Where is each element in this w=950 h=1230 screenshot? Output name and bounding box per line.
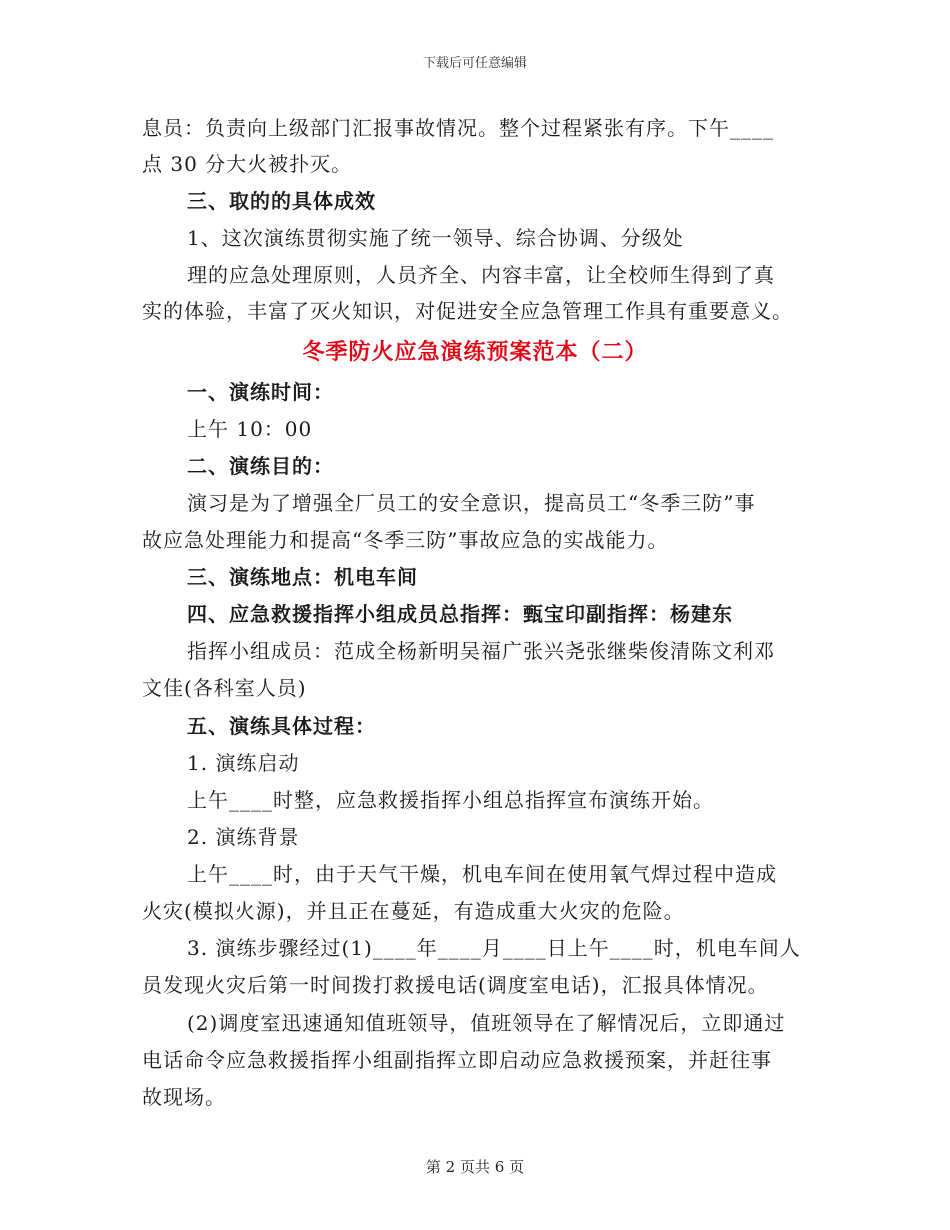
paragraph-line: 息员：负责向上级部门汇报事故情况。整个过程紧张有序。下午____	[142, 116, 774, 140]
paragraph-line: 上午 10：00	[187, 417, 313, 441]
paragraph-line: 上午____时，由于天气干燥，机电车间在使用氧气焊过程中造成	[187, 862, 777, 886]
paragraph-line: 上午____时整，应急救援指挥小组总指挥宣布演练开始。	[187, 788, 714, 812]
section-heading: 四、应急救援指挥小组成员总指挥：甄宝印副指挥：杨建东	[187, 602, 733, 626]
paragraph-line: 火灾(模拟火源)，并且正在蔓延，有造成重大火灾的危险。	[142, 899, 685, 923]
section-heading: 三、取的的具体成效	[187, 189, 376, 213]
paragraph-line: 员发现火灾后第一时间拨打救援电话(调度室电话)，汇报具体情况。	[142, 973, 769, 997]
paragraph-line: 1. 演练启动	[187, 751, 300, 775]
paragraph-line: 3. 演练步骤经过(1)____年____月____日上午____时，机电车间人	[187, 936, 801, 960]
document-title: 冬季防火应急演练预案范本（二）	[302, 339, 648, 365]
section-heading: 一、演练时间：	[187, 380, 334, 404]
paragraph-line: 2. 演练背景	[187, 825, 300, 849]
section-heading: 三、演练地点：机电车间	[187, 565, 418, 589]
paragraph-line: 电话命令应急救援指挥小组副指挥立即启动应急救援预案，并赶往事	[142, 1048, 772, 1072]
page-header: 下载后可任意编辑	[422, 56, 527, 71]
paragraph-line: 故应急处理能力和提高“冬季三防”事故应急的实战能力。	[142, 528, 669, 552]
section-heading: 二、演练目的：	[187, 454, 334, 478]
paragraph-line: 1、这次演练贯彻实施了统一领导、综合协调、分级处	[187, 226, 684, 250]
paragraph-line: 点 30 分大火被扑灭。	[142, 152, 353, 176]
page-footer: 第 2 页共 6 页	[425, 1158, 525, 1176]
paragraph-line: (2)调度室迅速通知值班领导，值班领导在了解情况后，立即通过	[187, 1011, 786, 1035]
paragraph-line: 理的应急处理原则，人员齐全、内容丰富，让全校师生得到了真	[187, 263, 775, 287]
section-heading: 五、演练具体过程：	[187, 714, 376, 738]
paragraph-line: 故现场。	[142, 1085, 226, 1109]
paragraph-line: 实的体验，丰富了灭火知识，对促进安全应急管理工作具有重要意义。	[142, 299, 793, 323]
paragraph-line: 演习是为了增强全厂员工的安全意识，提高员工“冬季三防”事	[187, 491, 756, 515]
paragraph-line: 文佳(各科室人员)	[142, 676, 307, 700]
paragraph-line: 指挥小组成员：范成全杨新明吴福广张兴尧张继柴俊清陈文利邓	[187, 639, 775, 663]
